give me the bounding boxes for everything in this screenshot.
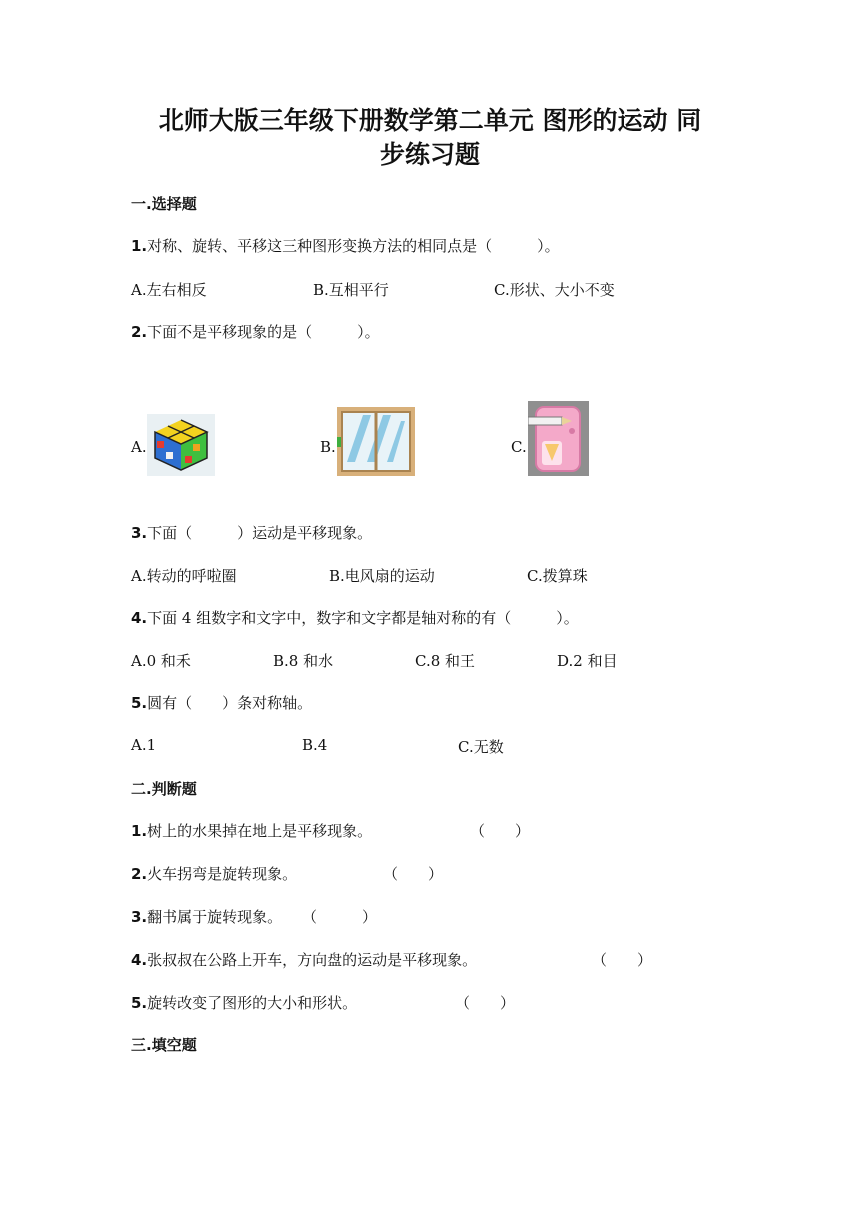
choice-question-4 — [131, 607, 579, 628]
question-text: 圆有（ ）条对称轴。 — [147, 694, 313, 712]
choice-5-option-c[interactable]: C.无数 — [458, 738, 504, 756]
section-choice-heading: 一.选择题 — [131, 195, 197, 213]
choice-4-option-d[interactable]: D.2 和目 — [557, 652, 618, 670]
judge-3-answer-blank[interactable]: （ ） — [302, 908, 378, 926]
section-fill-heading: 三.填空题 — [131, 1036, 197, 1054]
question-text: 树上的水果掉在地上是平移现象。 — [147, 822, 373, 840]
choice-1-option-c[interactable]: C.形状、大小不变 — [494, 281, 615, 299]
choice-question-1 — [131, 235, 560, 256]
question-text: 下面 4 组数字和文字中，数字和文字都是轴对称的有（ ）。 — [147, 609, 579, 627]
section-judge-heading: 二.判断题 — [131, 780, 197, 798]
question-text: 翻书属于旋转现象。 — [147, 908, 283, 926]
question-text: 下面（ ）运动是平移现象。 — [147, 524, 373, 542]
choice-question-3 — [131, 522, 372, 543]
choice-5-option-b[interactable]: B.4 — [302, 736, 328, 754]
question-number: 2. — [131, 323, 148, 341]
question-number: 3. — [131, 908, 148, 926]
question-number: 3. — [131, 524, 148, 542]
choice-2-option-b[interactable]: B. — [320, 438, 336, 456]
question-text: 对称、旋转、平移这三种图形变换方法的相同点是（ ）。 — [147, 237, 560, 255]
title-line-1: 北师大版三年级下册数学第二单元 图形的运动 同 — [158, 106, 702, 135]
question-number: 5. — [131, 694, 148, 712]
question-text: 下面不是平移现象的是（ ）。 — [147, 323, 380, 341]
choice-2-option-a[interactable]: A. — [131, 438, 147, 456]
choice-4-option-b[interactable]: B.8 和水 — [273, 652, 334, 670]
question-number: 5. — [131, 994, 148, 1012]
choice-2-option-c[interactable]: C. — [511, 438, 527, 456]
question-text: 火车拐弯是旋转现象。 — [147, 865, 298, 883]
question-number: 2. — [131, 865, 148, 883]
choice-4-option-c[interactable]: C.8 和王 — [415, 652, 476, 670]
choice-3-option-c[interactable]: C.拨算珠 — [527, 567, 588, 585]
question-number: 4. — [131, 609, 148, 627]
judge-2-answer-blank[interactable]: （ ） — [383, 865, 444, 883]
window-icon — [337, 407, 415, 476]
judge-4-answer-blank[interactable]: （ ） — [592, 951, 653, 969]
question-number: 1. — [131, 237, 148, 255]
question-text: 旋转改变了图形的大小和形状。 — [147, 994, 358, 1012]
title-line-2: 步练习题 — [379, 140, 480, 169]
choice-question-2 — [131, 321, 380, 342]
choice-1-option-b[interactable]: B.互相平行 — [313, 281, 389, 299]
choice-question-5 — [131, 692, 312, 713]
judge-5-answer-blank[interactable]: （ ） — [455, 994, 516, 1012]
judge-question-3 — [131, 906, 282, 927]
question-number: 4. — [131, 951, 148, 969]
choice-3-option-b[interactable]: B.电风扇的运动 — [329, 567, 435, 585]
page-title — [0, 104, 860, 172]
choice-3-option-a[interactable]: A.转动的呼啦圈 — [131, 567, 237, 585]
choice-1-option-a[interactable]: A.左右相反 — [131, 281, 207, 299]
judge-1-answer-blank[interactable]: （ ） — [470, 822, 531, 840]
pencil-sharpener-icon — [528, 401, 589, 476]
judge-question-4 — [131, 949, 477, 970]
judge-question-1 — [131, 820, 372, 841]
judge-question-5 — [131, 992, 357, 1013]
question-number: 1. — [131, 822, 148, 840]
question-text: 张叔叔在公路上开车，方向盘的运动是平移现象。 — [147, 951, 478, 969]
rubiks-cube-icon — [147, 414, 215, 476]
choice-4-option-a[interactable]: A.0 和禾 — [131, 652, 191, 670]
choice-5-option-a[interactable]: A.1 — [131, 736, 157, 754]
judge-question-2 — [131, 863, 297, 884]
